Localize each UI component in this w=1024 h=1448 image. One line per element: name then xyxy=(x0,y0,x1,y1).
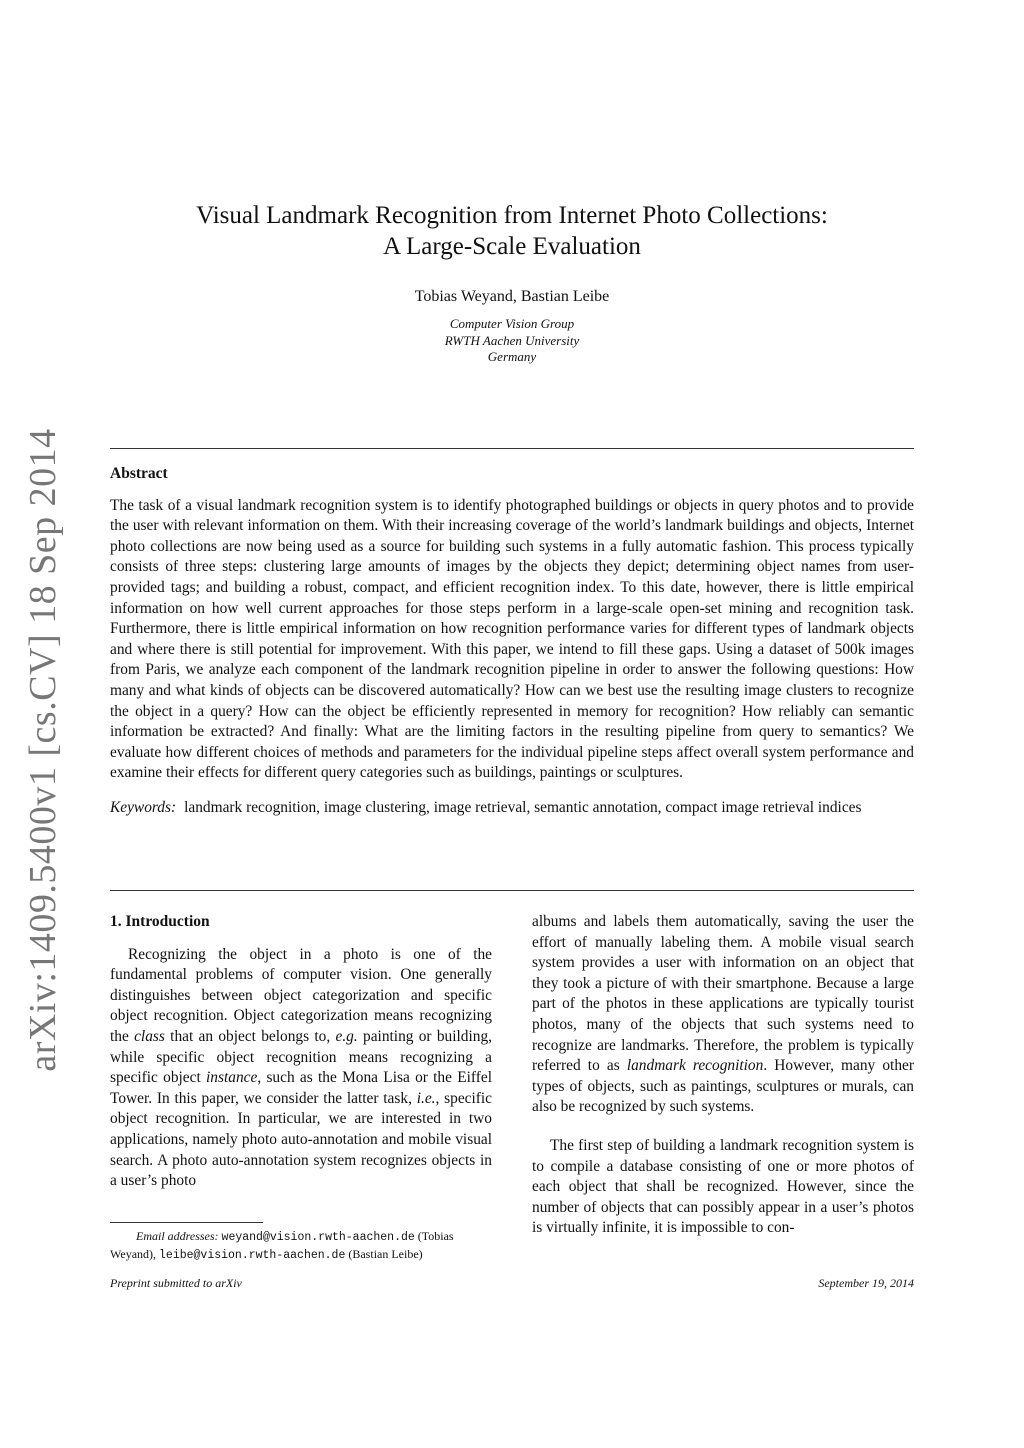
keywords-label: Keywords: xyxy=(110,798,177,816)
email-weyand: weyand@vision.rwth-aachen.de xyxy=(221,1231,415,1244)
emphasis: class xyxy=(134,1027,165,1045)
affiliation xyxy=(110,316,914,366)
affiliation-country: Germany xyxy=(487,349,537,364)
affiliation-group: Computer Vision Group xyxy=(449,316,575,331)
footnote-emails xyxy=(110,1228,492,1264)
footnote-rule xyxy=(110,1222,263,1223)
title-line-2: A Large-Scale Evaluation xyxy=(383,233,641,260)
text-run: albums and labels them automatically, saving the user the effort of manually labeling them. A mobile visual search system provides a user with information on an object that they took a picture of with their smartphone. Because a large part of the photos in these applications are typically tourist photos, many of the objects that such systems need to recognize are landmarks. Therefore, the problem is typically referred to as xyxy=(532,913,914,1075)
emphasis: i.e. xyxy=(416,1089,436,1107)
intro-paragraph-1-continued xyxy=(532,912,914,1118)
email-leibe-owner: (Bastian Leibe) xyxy=(348,1247,423,1261)
email-leibe: leibe@vision.rwth-aachen.de xyxy=(159,1249,346,1262)
text-run: painting or building, while specific object recognition means recognizing a specific object xyxy=(110,1027,492,1087)
title-line-1: Visual Landmark Recognition from Internet Photo Collections: xyxy=(196,202,828,229)
email-weyand-owner: (Tobias Weyand), xyxy=(110,1229,454,1261)
footer-preprint-note: Preprint submitted to arXiv xyxy=(110,1276,242,1290)
authors: Tobias Weyand, Bastian Leibe xyxy=(414,288,610,305)
abstract-text: The task of a visual landmark recognition system is to identify photographed buildings or objects in query photos and to provide the user with relevant information on them. With their increasing coverage of the world’s landmark buildings and objects, Internet photo collections are now being used as a source for building such systems in a fully automatic fashion. This process typically consists of three steps: clustering large amounts of images by the objects they depict; determining object names from user-provided tags; and building a robust, compact, and efficient recognition index. To this date, however, there is little empirical information on how well current approaches for those steps perform in a large-scale open-set mining and recognition task. Furthermore, there is little empirical information on how recognition performance varies for different types of landmark objects and where there is still potential for improvement. With this paper, we intend to fill these gaps. Using a dataset of 500k images from Paris, we analyze each component of the landmark recognition pipeline in order to answer the following questions: How many and what kinds of objects can be discovered automatically? How can we best use the resulting image clusters to recognize the object in a query? How can the object be efficiently represented in memory for recognition? How reliably can semantic information be extracted? And finally: What are the limiting factors in the resulting pipeline from query to semantics? We evaluate how different choices of methods and parameters for the individual pipeline steps affect overall system performance and examine their effects for different query categories such as buildings, paintings or sculptures. xyxy=(110,496,914,782)
affiliation-university: RWTH Aachen University xyxy=(444,332,580,348)
abstract-heading: Abstract xyxy=(110,465,168,482)
text-run: Recognizing the object in a photo is one of the fundamental problems of computer vision. One generally distinguishes between object categorization and specific object recognition. Object categorization means recognizing the xyxy=(110,945,492,1045)
section-heading-introduction: 1. Introduction xyxy=(110,913,210,930)
keywords-text: landmark recognition, image clustering, image retrieval, semantic annotation, compact image retrieval indices xyxy=(184,798,862,816)
arxiv-identifier-stamp: arXiv:1409.5400v1 [cs.CV] 18 Sep 2014 xyxy=(22,428,64,1072)
abstract-top-rule xyxy=(110,448,914,449)
text-run: , such as the Mona Lisa or the Eiffel Tower. In this paper, we consider the latter task, xyxy=(110,1069,492,1107)
text-run: . However, many other types of objects, such as paintings, sculptures or murals, can also be recognized by such systems. xyxy=(532,1057,914,1116)
intro-paragraph-1 xyxy=(110,945,492,1192)
abstract-section xyxy=(110,464,914,819)
text-run: that an object belongs to, xyxy=(164,1027,336,1045)
footnote-label: Email addresses: xyxy=(136,1229,219,1243)
abstract-bottom-rule xyxy=(110,890,914,891)
emphasis: instance xyxy=(206,1069,258,1087)
text-run: , specific object recognition. In particular, we are interested in two applications, namely photo auto-annotation and mobile visual search. A photo auto-annotation system recognizes objects in a user’s photo xyxy=(110,1089,492,1190)
right-column xyxy=(532,912,914,1239)
paper-title xyxy=(110,200,914,262)
left-column xyxy=(110,912,492,1192)
emphasis: e.g. xyxy=(335,1027,358,1045)
keywords xyxy=(110,798,914,819)
footer-date: September 19, 2014 xyxy=(818,1276,914,1290)
emphasis: landmark recognition xyxy=(626,1057,764,1075)
intro-paragraph-2: The first step of building a landmark recognition system is to compile a database consisting of one or more photos of each object that shall be recognized. However, since the number of objects that can possibly appear in a user’s photos is virtually infinite, it is impossible to con- xyxy=(532,1136,914,1237)
title-block xyxy=(110,200,914,366)
